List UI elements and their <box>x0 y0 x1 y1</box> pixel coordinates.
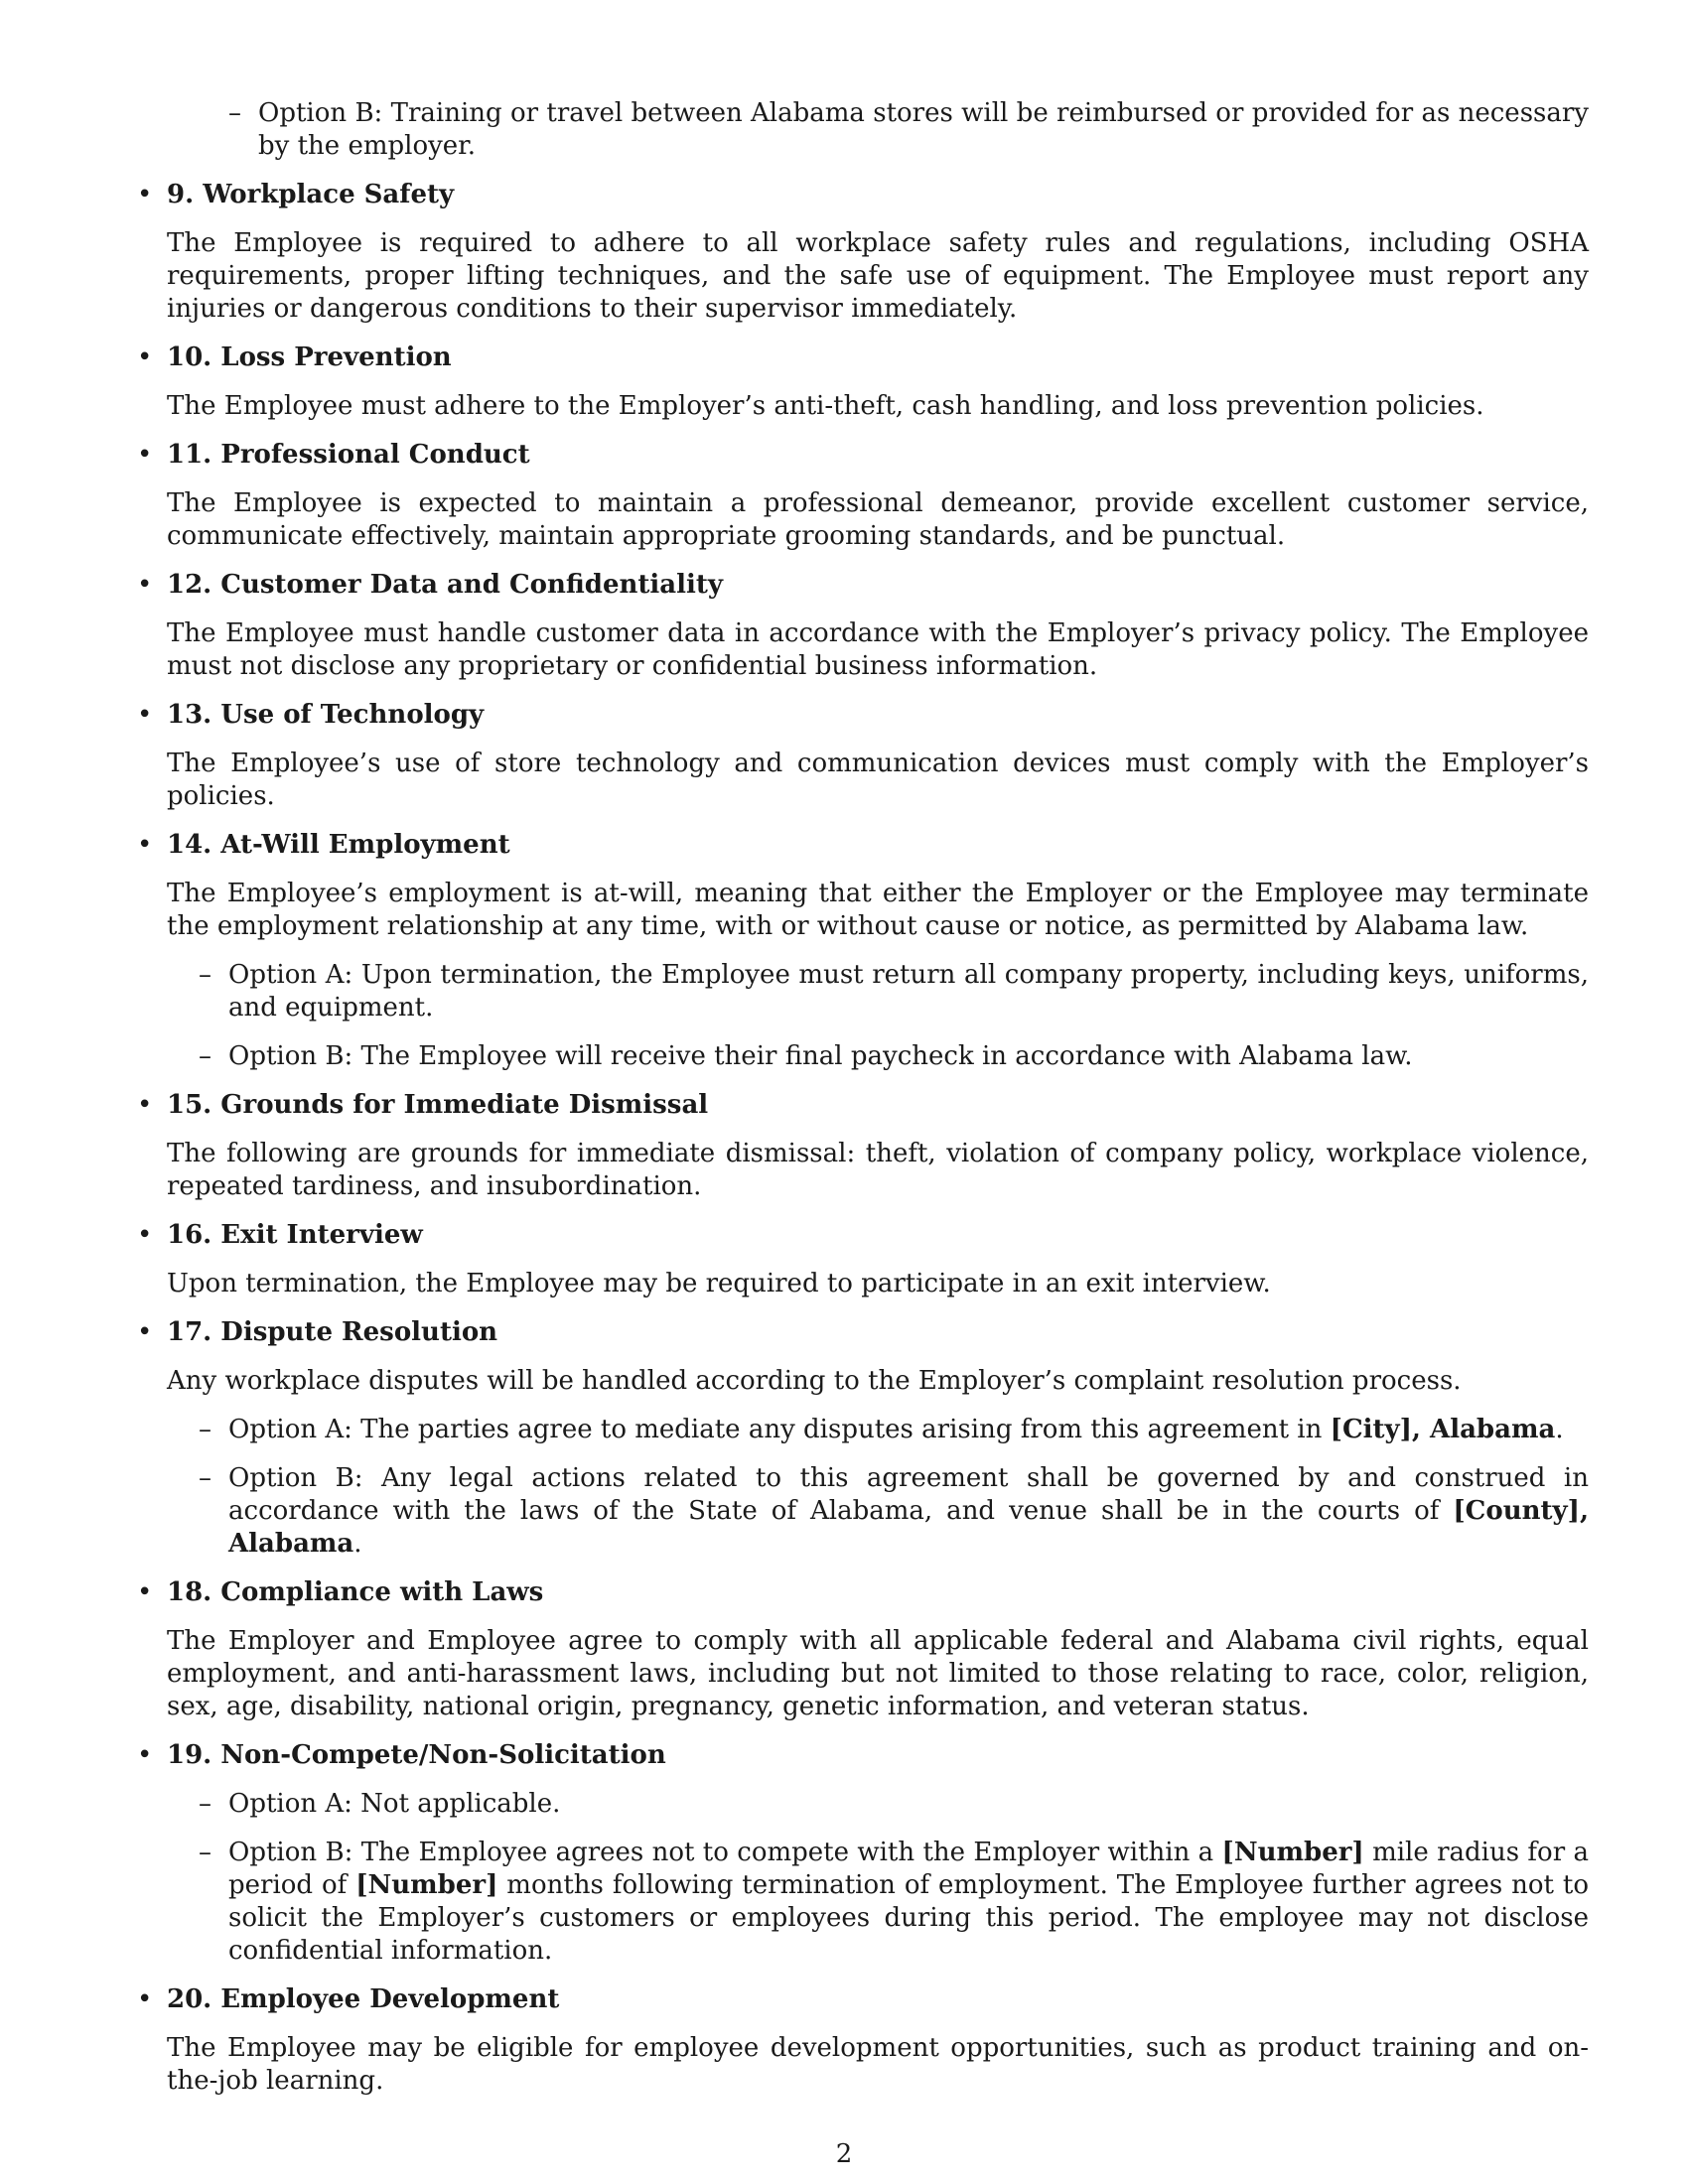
section-heading <box>137 699 1589 732</box>
placeholder-number: [Number] <box>355 1870 498 1900</box>
heading-text: 11. Professional Conduct <box>167 440 530 470</box>
section-paragraph: The Employee is required to adhere to all workplace safety rules and regulations, including OSHA requirements, proper lifting techniques, and the safe use of equipment. The Employee must report any injuries or dangerous conditions to their supervisor immediately. <box>167 228 1589 324</box>
document-content <box>137 97 1589 2114</box>
bullet-marker: • <box>137 440 153 470</box>
placeholder-number: [Number] <box>1221 1838 1364 1867</box>
dash-marker: – <box>199 1463 211 1493</box>
section-heading <box>137 179 1589 211</box>
option-text-segment: months following termination of employment. The Employee further agrees not to solicit the Employer’s customers or employees during this period. The employee may not disclose confidential information. <box>228 1870 1589 1966</box>
dash-marker: – <box>199 1415 211 1444</box>
section-heading <box>137 1219 1589 1252</box>
section-at-will-employment <box>137 829 1589 1073</box>
bullet-marker: • <box>137 1577 153 1607</box>
bullet-marker: • <box>137 830 153 860</box>
section-heading <box>137 341 1589 374</box>
section-paragraph: Upon termination, the Employee may be required to participate in an exit interview. <box>167 1269 1271 1298</box>
section-paragraph: The Employee must adhere to the Employer’s anti-theft, cash handling, and loss prevention policies. <box>167 391 1484 421</box>
section-loss-prevention <box>137 341 1589 423</box>
section-paragraph: The Employee’s use of store technology and communication devices must comply with the Employer’s policies. <box>167 749 1589 811</box>
section-heading <box>137 1316 1589 1349</box>
bullet-marker: • <box>137 1220 153 1250</box>
heading-text: 19. Non-Compete/Non-Solicitation <box>167 1740 666 1770</box>
option-text: Option B: Training or travel between Alabama stores will be reimbursed or provided for as necessary by the employer. <box>258 98 1589 161</box>
bullet-marker: • <box>137 1984 153 2014</box>
heading-text: 13. Use of Technology <box>167 700 485 730</box>
section-heading <box>137 569 1589 602</box>
page-number: 2 <box>835 2139 853 2169</box>
section-non-compete <box>137 1739 1589 1968</box>
section-immediate-dismissal <box>137 1089 1589 1203</box>
section-customer-data <box>137 569 1589 683</box>
placeholder-county: [County], Alabama <box>228 1496 1589 1559</box>
section-paragraph: The Employee may be eligible for employee development opportunities, such as product training and on-the-job learning. <box>167 2033 1589 2096</box>
section-paragraph: The Employer and Employee agree to comply with all applicable federal and Alabama civil rights, equal employment, and anti-harassment laws, including but not limited to those relating to race, color, religion, sex, age, disability, national origin, pregnancy, genetic information, and veteran status. <box>167 1626 1589 1721</box>
dash-marker: – <box>199 1789 211 1819</box>
bullet-marker: • <box>137 700 153 730</box>
heading-text: 20. Employee Development <box>167 1984 560 2014</box>
section-heading <box>137 439 1589 472</box>
placeholder-city: [City], Alabama <box>1330 1415 1556 1444</box>
section-compliance-with-laws <box>137 1576 1589 1723</box>
heading-text: 16. Exit Interview <box>167 1220 423 1250</box>
bullet-marker: • <box>137 1740 153 1770</box>
option-text-before: Option A: The parties agree to mediate any disputes arising from this agreement in <box>228 1415 1331 1444</box>
dash-marker: – <box>199 960 211 990</box>
section-workplace-safety <box>137 179 1589 326</box>
bullet-marker: • <box>137 1317 153 1347</box>
section-exit-interview <box>137 1219 1589 1300</box>
dash-marker: – <box>199 1041 211 1071</box>
option-text: Option A: Not applicable. <box>228 1789 561 1819</box>
section-heading <box>137 829 1589 862</box>
option-text-before: Option B: Any legal actions related to this agreement shall be governed by and construed in accordance with the laws of the State of Alabama, and venue shall be in the courts of <box>228 1463 1589 1526</box>
section-heading <box>137 1739 1589 1772</box>
heading-text: 18. Compliance with Laws <box>167 1577 544 1607</box>
option-text-after: . <box>353 1529 362 1559</box>
option-text: Option B: The Employee will receive their final paycheck in accordance with Alabama law. <box>228 1041 1413 1071</box>
heading-text: 15. Grounds for Immediate Dismissal <box>167 1090 709 1120</box>
option-item <box>199 1040 1589 1073</box>
section-paragraph: The Employee must handle customer data in accordance with the Employer’s privacy policy. The Employee must not disclose any proprietary or confidential business information. <box>167 618 1589 681</box>
bullet-marker: • <box>137 342 153 372</box>
section-paragraph: The Employee’s employment is at-will, meaning that either the Employer or the Employee may terminate the employment relationship at any time, with or without cause or notice, as permitted by Alabama law. <box>167 879 1589 941</box>
bullet-marker: • <box>137 180 153 209</box>
option-text: Option A: Upon termination, the Employee must return all company property, including keys, uniforms, and equipment. <box>228 960 1589 1023</box>
section-paragraph: The following are grounds for immediate dismissal: theft, violation of company policy, workplace violence, repeated tardiness, and insubordination. <box>167 1139 1589 1201</box>
section-heading <box>137 1983 1589 2016</box>
section-paragraph: The Employee is expected to maintain a professional demeanor, provide excellent customer service, communicate effectively, maintain appropriate grooming standards, and be punctual. <box>167 488 1589 551</box>
heading-text: 10. Loss Prevention <box>167 342 452 372</box>
option-item <box>228 97 1589 163</box>
heading-text: 14. At-Will Employment <box>167 830 510 860</box>
heading-text: 12. Customer Data and Confidentiality <box>167 570 724 600</box>
option-text-after: . <box>1555 1415 1564 1444</box>
option-item <box>199 1462 1589 1561</box>
option-item <box>199 1414 1589 1446</box>
section-dispute-resolution <box>137 1316 1589 1561</box>
option-text-segment: mile radius for a period of <box>228 1838 1589 1900</box>
option-item <box>199 1788 1589 1821</box>
section-employee-development <box>137 1983 1589 2098</box>
option-text-segment: Option B: The Employee agrees not to compete with the Employer within a <box>228 1838 1222 1867</box>
bullet-marker: • <box>137 1090 153 1120</box>
dash-marker: – <box>199 1838 211 1867</box>
section-professional-conduct <box>137 439 1589 553</box>
section-heading <box>137 1089 1589 1122</box>
option-item <box>199 1837 1589 1968</box>
heading-text: 17. Dispute Resolution <box>167 1317 498 1347</box>
bullet-marker: • <box>137 570 153 600</box>
heading-text: 9. Workplace Safety <box>167 180 455 209</box>
section-paragraph: Any workplace disputes will be handled according to the Employer’s complaint resolution process. <box>167 1366 1462 1396</box>
section-use-of-technology <box>137 699 1589 813</box>
dash-marker: – <box>228 98 241 128</box>
section-heading <box>137 1576 1589 1609</box>
option-item <box>199 959 1589 1024</box>
